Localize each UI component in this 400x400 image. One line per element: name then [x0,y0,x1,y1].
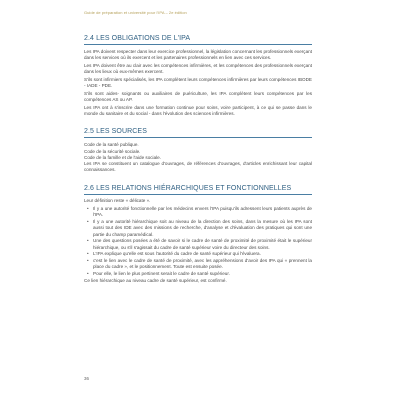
list-item: • Il y a une autorité hiérarchique soit au niveau de la direction des soins, dans la mesure où les IPA sont aussi tout des IDE avec des missions de recherche, d'analyse et d'évaluation des pratiques qui sont une partie du champ paramédical. [93,219,312,238]
paragraph: Les IPA doivent respecter dans leur exercice professionnel, la législation concernant les professionnels exerçant dans les services où ils exercent et les partenaires professionnels en lien avec ces services. [84,49,312,61]
section-title: 2.5 LES SOURCES [84,128,312,138]
paragraph: Code de la sécurité sociale. [84,148,141,154]
list-item: • Il y a une autorité fonctionnelle par les médecins envers l'IPA puisqu'ils adressent leurs patients auprès de l'IPA. [93,206,312,218]
paragraph: S'ils sont infirmiers spécialisés, les IPA complètent leurs compétences infirmières par leurs compétences IBODE - IADE - PDE. [84,77,312,89]
list-item: • c'est le lien avec le cadre de santé de proximité, avec les appréhensions d'avoir des IPA qui « prennent la place du cadre », et le positionnement. Toute est ensuite posée. [93,258,312,270]
paragraph: Les IPA ont à s'inscrire dans une formation continue pour soins, voire participent, à ce qui se passe dans le monde du sanitaire et du social - dans l'évolution des sciences infirmières. [84,105,312,117]
section-title: 2.4 LES OBLIGATIONS DE L'IPA [84,35,312,45]
page-number: 36 [84,376,90,381]
paragraph: S'ils sont aides- soignants ou auxiliaires de puériculture, les IPA complètent leurs compétences par les compétences AS ou AP. [84,91,312,103]
list-item: • Une des questions posées a été de savoir si le cadre de santé de proximité de proximité était le supérieur hiérarchique, ou s'il s'agissait du cadre de santé supérieur voire du directeur des soins. [93,238,312,250]
paragraph: Les IPA se constituent un catalogue d'ouvrages, de références d'ouvrages, d'articles enrichissant leur capital connaissances. [84,161,312,173]
section-obligations [84,35,312,117]
list-item: • L'IPA explique qu'elle est sous l'autorité du cadre de santé supérieur qui l'évaluera. [93,251,312,257]
paragraph: Code de la famille et de l'aide sociale. [84,154,161,160]
list-item: • Pour elle, le lien le plus pertinent serait le cadre de santé supérieur. [93,271,312,277]
paragraph: Les IPA doivent être au clair avec les compétences infirmières, et les compétences des professionnels exerçant dans les lieux où eux-mêmes exercent. [84,63,312,75]
page-content [84,35,312,286]
conclusion-paragraph: Ce lien hiérarchique au niveau cadre de santé supérieur, est confirmé. [84,278,227,284]
running-head: Guide de préparation et université pour l'IPA – 2e édition [84,10,187,15]
section-sources [84,128,312,173]
paragraph: Code de la santé publique. [84,142,139,148]
section-relations [84,185,312,284]
section-title: 2.6 LES RELATIONS HIÉRARCHIQUES ET FONCTIONNELLES [84,185,312,195]
intro-paragraph: Leur définition reste « délicate ». [84,198,151,204]
bullet-list [84,206,312,277]
